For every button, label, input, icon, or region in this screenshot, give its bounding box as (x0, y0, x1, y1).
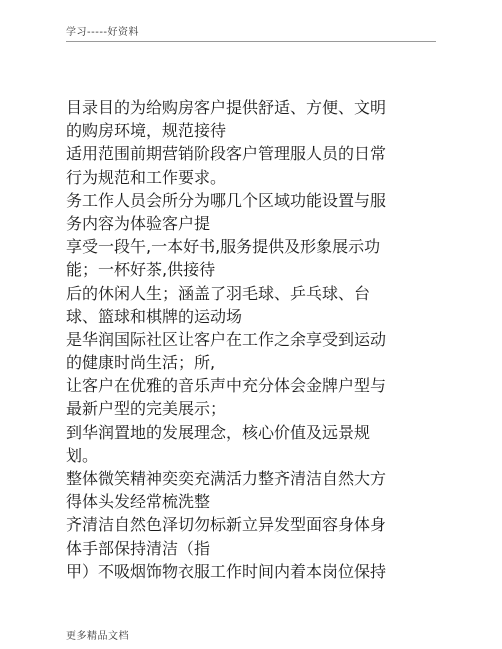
body-line: 行为规范和工作要求。 (66, 167, 227, 187)
body-line: 齐清洁自然色泽切勿标新立异发型面容身体身 (66, 515, 387, 535)
body-line: 能；一杯好茶,供接待 (66, 260, 216, 280)
body-line: 让客户在优雅的音乐声中充分体会金牌户型与 (66, 376, 387, 396)
body-line: 体手部保持清洁（指 (66, 538, 211, 558)
body-line: 最新户型的完美展示； (66, 399, 227, 419)
document-body (66, 96, 446, 583)
body-line: 务工作人员会所分为哪几个区域功能设置与服 (66, 190, 387, 210)
page-footer: 更多精品文档 (66, 631, 129, 642)
body-line: 后的休闲人生；涵盖了羽毛球、乒乓球、台 (66, 283, 371, 303)
body-line: 适用范围前期营销阶段客户管理服人员的日常 (66, 144, 387, 164)
body-line: 到华润置地的发展理念，核心价值及远景规 (66, 422, 371, 442)
body-line: 划。 (66, 445, 99, 465)
body-line: 是华润国际社区让客户在工作之余享受到运动 (66, 329, 387, 349)
body-line: 整体微笑精神奕奕充满活力整齐清洁自然大方 (66, 469, 387, 488)
body-line: 务内容为体验客户提 (66, 213, 211, 233)
body-line: 得体头发经常梳洗整 (66, 492, 211, 512)
body-line: 的购房环境，规范接待 (66, 121, 227, 141)
header-divider (66, 41, 436, 42)
body-line: 目录目的为给购房客户提供舒适、方便、文明 (66, 98, 387, 117)
body-line: 的健康时尚生活；所, (66, 353, 216, 373)
body-line: 甲）不吸烟饰物衣服工作时间内着本岗位保持 (66, 561, 387, 581)
body-line: 球、篮球和棋牌的运动场 (66, 306, 243, 326)
page-header: 学习-----好资料 (66, 27, 140, 38)
body-line: 享受一段午,一本好书,服务提供及形象展示功 (66, 237, 381, 257)
